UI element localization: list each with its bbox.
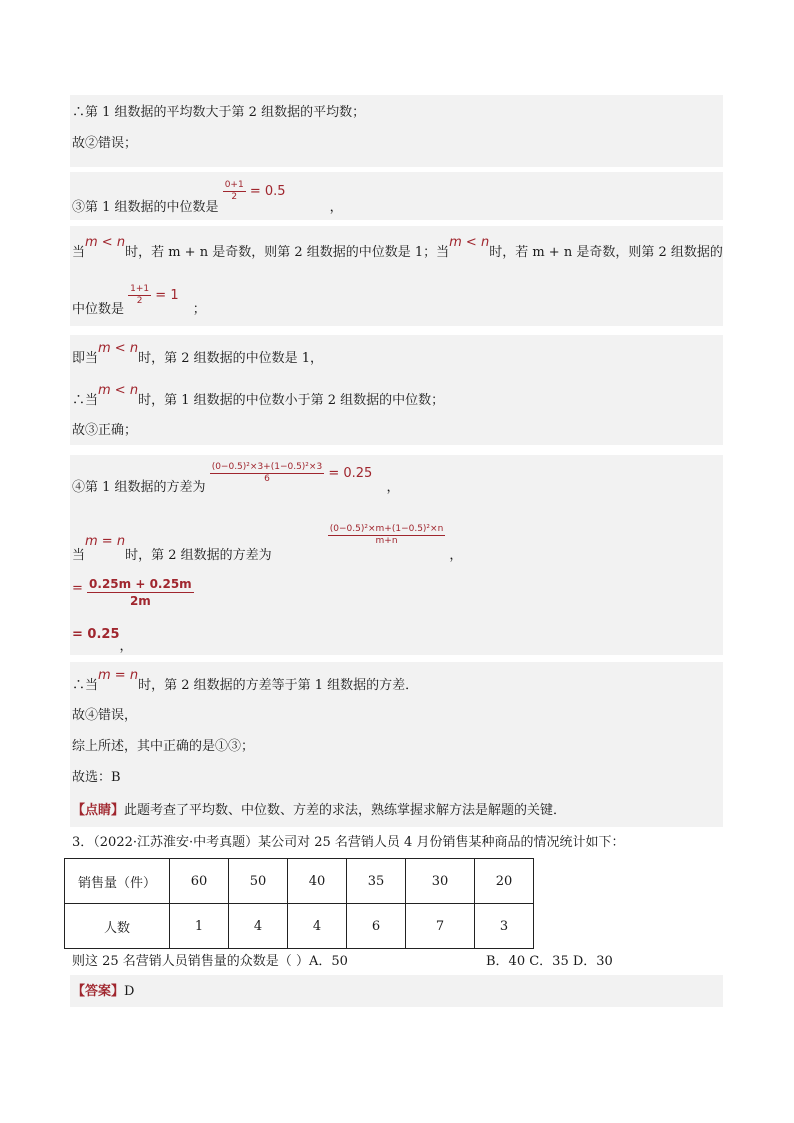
table-cell: 60 <box>170 859 229 904</box>
band-7 <box>70 975 723 1007</box>
question-3-ask: 则这 25 名营销人员销售量的众数是（ ）A．50 <box>72 954 348 969</box>
line-9 <box>72 462 400 495</box>
line-3 <box>72 180 343 215</box>
text: 时，若 m + n 是奇数，则第 2 组数据的 <box>489 245 723 260</box>
table-cell: 30 <box>406 859 475 904</box>
line-11 <box>72 576 194 609</box>
table-cell: 6 <box>347 904 406 949</box>
denominator: 2 <box>231 192 238 202</box>
text: 当 <box>72 548 86 563</box>
fraction <box>328 524 446 547</box>
equals: = 0.25 <box>328 466 373 481</box>
fraction <box>128 284 151 307</box>
line-12 <box>72 626 133 654</box>
text: 时，若 m + n 是奇数，则第 2 组数据的中位数是 1；当 <box>125 245 450 260</box>
denominator: 6 <box>264 474 270 484</box>
numerator: 0+1 <box>224 180 244 190</box>
line-7 <box>72 383 445 410</box>
equals: = <box>72 581 83 596</box>
text: ， <box>329 200 343 215</box>
text: 时，第 1 组数据的中位数小于第 2 组数据的中位数； <box>138 393 445 408</box>
text: ； <box>192 302 206 317</box>
text: 此题考查了平均数、中位数、方差的求法，熟练掌握求解方法是解题的关键． <box>124 803 567 818</box>
math-inline: m < n <box>85 235 126 250</box>
table-cell: 3 <box>475 904 534 949</box>
line-13 <box>72 668 419 695</box>
math-inline: m < n <box>98 383 139 398</box>
text: 时，第 2 组数据的中位数是 1， <box>138 351 324 366</box>
math-inline: m = n <box>85 534 126 549</box>
numerator: 0.25m + 0.25m <box>89 577 192 591</box>
text: ④第 1 组数据的方差为 <box>72 480 206 495</box>
sales-table <box>64 858 534 949</box>
math-inline: m = n <box>98 668 139 683</box>
numerator: (0−0.5)²×3+(1−0.5)²×3 <box>211 462 323 472</box>
line-1: ∴第 1 组数据的平均数大于第 2 组数据的平均数； <box>72 105 366 120</box>
denominator: 2 <box>136 296 143 306</box>
text: 即当 <box>72 351 99 366</box>
table-cell: 40 <box>288 859 347 904</box>
question-3: 3．（2022·江苏淮安·中考真题）某公司对 25 名营销人员 4 月份销售某种商品的情况统计如下： <box>72 835 625 850</box>
equals: = 0.25 <box>72 627 120 642</box>
tag-answer: 【答案】 <box>72 984 125 999</box>
answer-line <box>72 983 134 1001</box>
denominator: 2m <box>129 594 151 608</box>
numerator: 1+1 <box>130 284 150 294</box>
table-cell: 销售量（件） <box>65 859 170 904</box>
fraction <box>87 576 194 609</box>
text: 当 <box>72 245 86 260</box>
line-16: 故选：B <box>72 770 121 785</box>
line-8: 故③正确； <box>72 423 138 438</box>
equals: = 0.5 <box>249 184 286 199</box>
table-cell: 7 <box>406 904 475 949</box>
text: ③第 1 组数据的中位数是 <box>72 200 219 215</box>
table-row <box>65 904 534 949</box>
line-4 <box>72 235 723 262</box>
table-cell: 35 <box>347 859 406 904</box>
line-6 <box>72 341 324 368</box>
math-inline: m < n <box>449 235 490 250</box>
text: ， <box>386 480 400 495</box>
text: 时，第 2 组数据的方差为 <box>125 548 272 563</box>
fraction <box>210 462 325 485</box>
table-cell: 4 <box>288 904 347 949</box>
text: ∴当 <box>72 678 99 693</box>
text: ， <box>119 639 133 654</box>
text: 时，第 2 组数据的方差等于第 1 组数据的方差． <box>138 678 419 693</box>
line-2: 故②错误； <box>72 136 138 151</box>
text: ， <box>449 548 463 563</box>
line-15: 综上所述，其中正确的是①③； <box>72 739 255 754</box>
line-10 <box>72 524 463 563</box>
tag-dianjing: 【点睛】 <box>72 803 125 818</box>
denominator: m+n <box>375 536 398 546</box>
table-cell: 人数 <box>65 904 170 949</box>
line-5 <box>72 284 206 317</box>
band-3 <box>70 226 723 326</box>
text: 中位数是 <box>72 302 125 317</box>
table-row <box>65 859 534 904</box>
question-3-options: B．40 C．35 D．30 <box>486 954 613 969</box>
text: ∴当 <box>72 393 99 408</box>
answer-value: D <box>124 984 135 999</box>
table-cell: 4 <box>229 904 288 949</box>
line-17 <box>72 802 566 820</box>
line-14: 故④错误， <box>72 708 138 723</box>
numerator: (0−0.5)²×m+(1−0.5)²×n <box>329 524 444 534</box>
table-cell: 1 <box>170 904 229 949</box>
math-inline: m < n <box>98 341 139 356</box>
equals: = 1 <box>155 288 179 303</box>
table-cell: 20 <box>475 859 534 904</box>
fraction <box>223 180 246 203</box>
table-cell: 50 <box>229 859 288 904</box>
